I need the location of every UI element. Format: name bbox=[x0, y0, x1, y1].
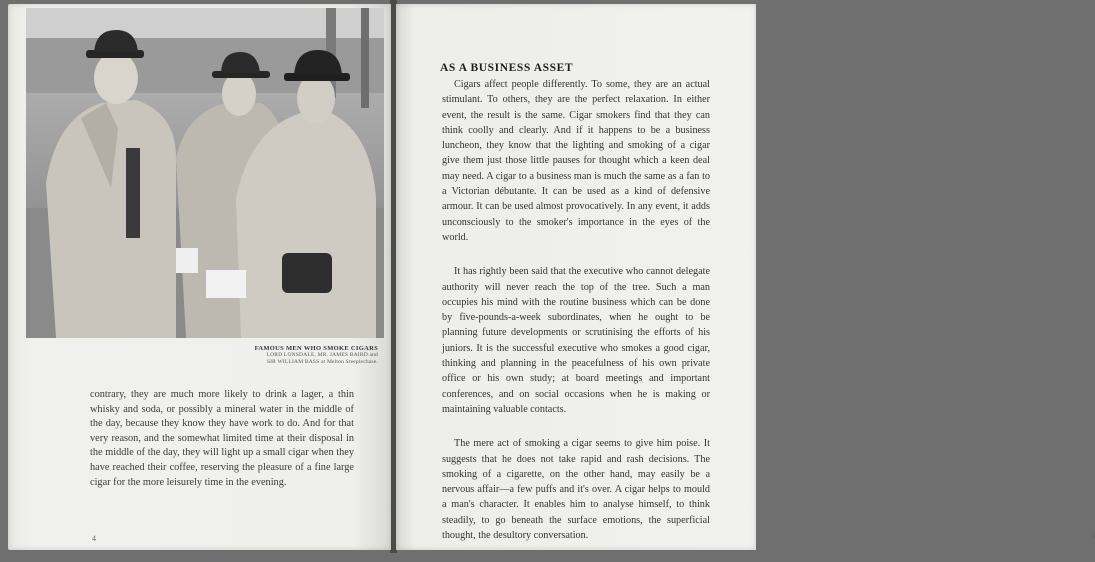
photo-caption bbox=[228, 345, 378, 366]
caption-line-1: LORD LONSDALE, MR. JAMES BAIRD and bbox=[266, 352, 378, 358]
paragraph: It has rightly been said that the executive who cannot delegate authority will never reach the top of the tree. Such a man occupies his mind with the routine business which can be done by five-pounds-a-week subordinates, when he ought to be planning future developments or scrutinising the efforts of his juniors. It is the successful executive who smokes a good cigar, thinking and planning in the peacefulness of his own private office or his own study; at board meetings and important conferences, and on social occasions when he is making or maintaining valuable contacts. bbox=[442, 266, 710, 415]
paragraph: The mere act of smoking a cigar seems to give him poise. It suggests that he does not take rapid and rash decisions. The smoking of a cigarette, on the other hand, may easily be a nervous affair—a few puffs and it's over. A cigar helps to mould a man's character. It enables him to analyse himself, to think steadily, to go beneath the surface emotions, the superficial thought, the desultory conversation. bbox=[442, 438, 710, 542]
page-number-right: 5 bbox=[1091, 531, 1095, 540]
section-heading: AS A BUSINESS ASSET bbox=[440, 62, 574, 74]
paragraph: Cigars affect people differently. To some, they are an actual stimulant. To others, they are the perfect relaxation. In either event, the result is the same. Cigar smokers find that they can think coolly and clearly. And if it happens to be a business luncheon, they know that the lighting and smoking of a cigar give them just those little pauses for thought which a keen deal may need. A cigar to a business man is much the same as a fan to a Victorian débutante. It can be used as a kind of defensive armour. It can be used almost provocatively. In any event, it adds unconsciously to the smoker's importance in the eyes of the world. bbox=[442, 79, 710, 243]
photo-three-men-bowler-hats-icon bbox=[26, 8, 384, 338]
right-body-text bbox=[442, 77, 710, 562]
caption-title: FAMOUS MEN WHO SMOKE CIGARS bbox=[254, 345, 378, 352]
left-page bbox=[8, 4, 391, 550]
caption-line-2: SIR WILLIAM BASS at Melton Steeplechase. bbox=[266, 359, 378, 365]
page-number-left: 4 bbox=[92, 534, 96, 543]
left-body-text: contrary, they are much more likely to drink a lager, a thin whisky and soda, or possibly a mineral water in the middle of the day, because they know they have work to do. And for that very reason, and the somewhat limited time at their disposal in the middle of the day, they will light up a small cigar when they have reached their coffee, reserving the pleasure of a fine large cigar for the more leisurely time in the evening. bbox=[90, 389, 354, 488]
photograph bbox=[26, 8, 384, 338]
